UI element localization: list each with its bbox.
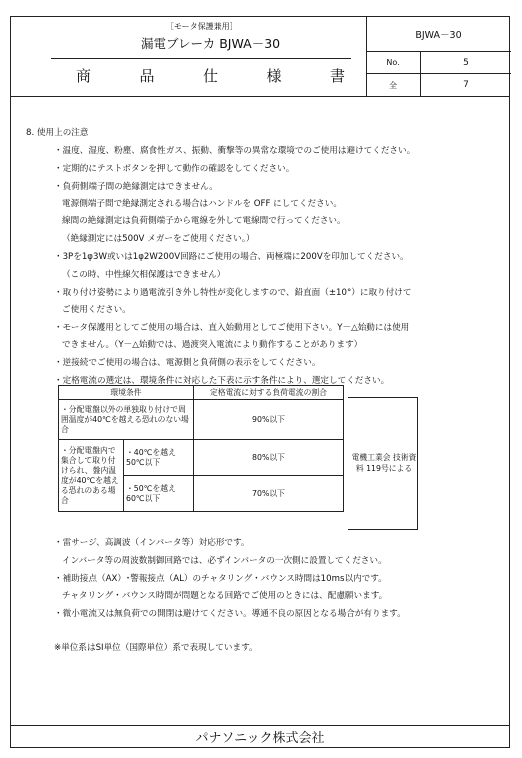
units-note: ※単位系はSI単位（国際単位）系で表現しています。 <box>54 643 258 653</box>
note-line: ・定期的にテストボタンを押して動作の確認をしてください。 <box>54 164 295 174</box>
table-note: 電機工業会 技術資料 119号による <box>351 453 417 473</box>
note-line: 線間の絶縁測定は負荷側端子から電線を外して電線間で行ってください。 <box>62 216 346 226</box>
spec-title-char: 仕 <box>202 67 219 85</box>
table-cell-ratio: 90%以下 <box>194 400 344 440</box>
note-line: ・補助接点（AX）･警報接点（AL）のチャタリング・バウンス時間は10ms以内です。 <box>54 574 387 584</box>
table-cell-condition: ・分配電盤以外の単独取り付けで周囲温度が40℃を越える恐れのない場合 <box>59 400 194 440</box>
table-header-condition: 環境条件 <box>59 386 194 400</box>
note-line: ・温度、湿度、粉塵、腐食性ガス、振動、衝撃等の異常な環境でのご使用は避けてください。 <box>54 146 416 156</box>
note-line: 電源側端子間で絶縁測定される場合はハンドルを OFF にしてください。 <box>62 199 342 209</box>
spec-title <box>76 65 346 86</box>
note-line: インバータ等の周波数制御回路では、必ずインバータの一次側に設置してください。 <box>62 556 387 566</box>
note-line: チャタリング・バウンス時間が問題となる回路でご使用のときには、配慮願います。 <box>62 591 388 601</box>
table-cell-ratio: 70%以下 <box>194 476 344 512</box>
note-line: ・逆接続でご使用の場合は、電源側と負荷側の表示をしてください。 <box>54 358 321 368</box>
title-rule <box>51 58 351 59</box>
note-line: ・モータ保護用としてご使用の場合は、直入始動用としてご使用下さい。Y－△始動には使用 <box>54 323 410 333</box>
note-line: ・雷サージ、高調波（インバータ等）対応形です。 <box>54 538 250 548</box>
table-cell-condition: ・分配電盤内で集合して取り付けられ、盤内温度が40℃を越える恐れのある場合 <box>59 440 124 512</box>
product-subtitle: ［モータ保護兼用］ <box>166 22 238 31</box>
page-no-value: 5 <box>421 52 511 74</box>
note-line: ・定格電流の選定は、環境条件に対応した下表に示す条件により、選定してください。 <box>54 376 390 386</box>
page-total-label: 全 <box>366 74 421 96</box>
product-model: 漏電ブレーカ BJWA－30 <box>141 36 281 51</box>
note-line: ご使用ください。 <box>62 305 131 315</box>
model-code: BJWA－30 <box>366 17 511 52</box>
note-line: ・微小電流又は無負荷での開閉は避けてください。導通不良の原因となる場合が有ります。 <box>54 609 406 619</box>
header-bottom-rule <box>11 96 509 97</box>
spec-title-char: 様 <box>266 67 283 85</box>
note-line: ・3Pを1φ3W或いは1φ2W200V回路にご使用の場合、両極端に200Vを印加してください。 <box>54 252 409 262</box>
table-cell-subcondition: ・50℃を越え 60℃以下 <box>124 476 194 512</box>
page-total-value: 7 <box>463 80 469 90</box>
company-name: パナソニック株式会社 <box>195 731 325 746</box>
note-line: できません。（Y－△始動では、過渡突入電流により動作することがあります） <box>62 340 363 350</box>
footer-top-rule <box>11 725 509 726</box>
section-heading: 8. 使用上の注意 <box>26 128 89 138</box>
table-cell-subcondition: ・40℃を越え 50℃以下 <box>124 440 194 476</box>
note-line: ・取り付け姿勢により過電流引き外し特性が変化しますので、鉛直面（±10°）に取り付けて <box>54 288 412 298</box>
note-line: （絶縁測定には500V メガーをご使用ください。） <box>62 234 255 244</box>
spec-title-char: 商 <box>76 67 93 85</box>
note-line: ・負荷側端子間の絶縁測定はできません。 <box>54 182 218 192</box>
spec-title-char: 品 <box>139 67 156 85</box>
note-line: （この時、中性線欠相保護はできません） <box>62 270 226 280</box>
spec-title-char: 書 <box>329 67 346 85</box>
table-cell-ratio: 80%以下 <box>194 440 344 476</box>
page-no-label: No. <box>366 52 421 74</box>
table-header-ratio: 定格電流に対する負荷電流の割合 <box>194 386 344 400</box>
